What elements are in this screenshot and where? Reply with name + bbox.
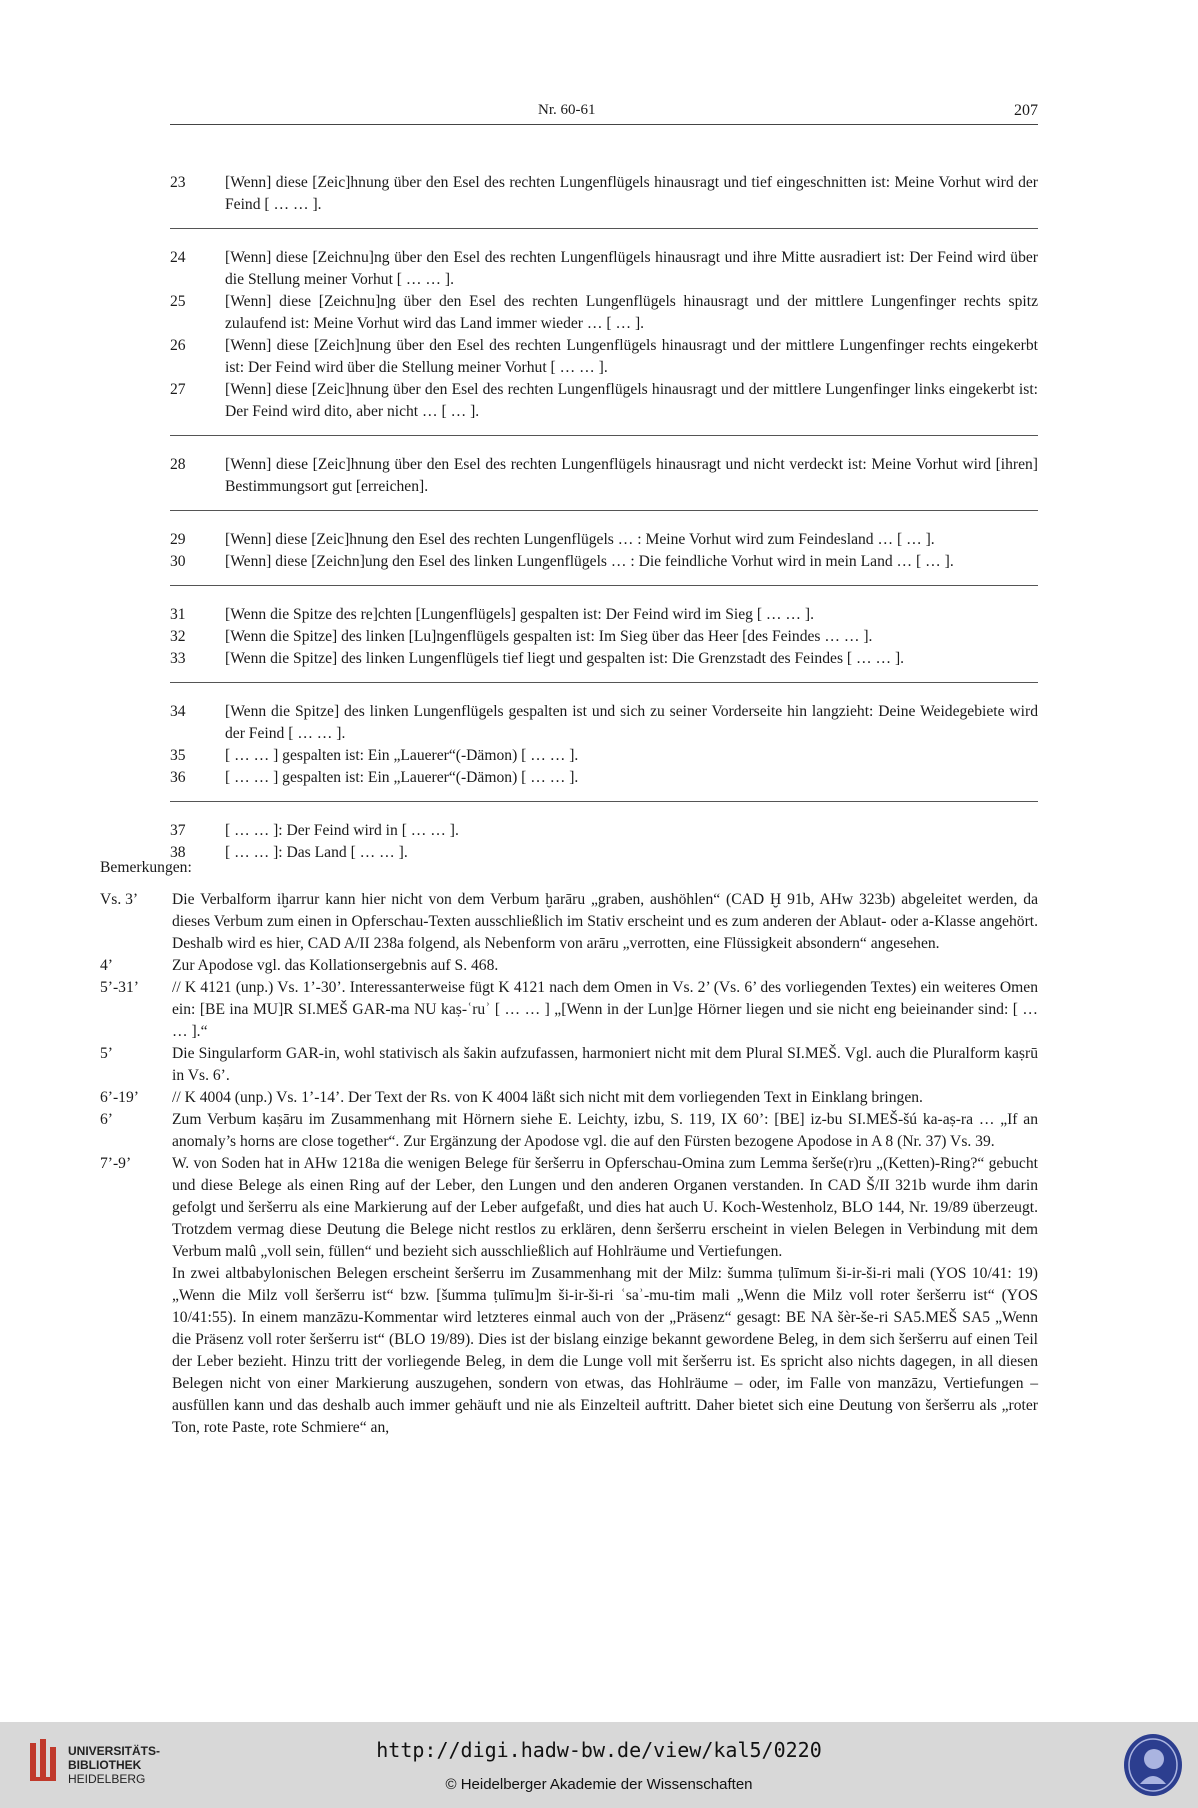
line-group (170, 701, 1038, 802)
line-text: [Wenn] diese [Zeic]hnung über den Esel des rechten Lungenflügels hinausragt und nicht verdeckt ist: Meine Vorhut wird [ihren] Bestimmungsort gut [erreichen]. (225, 456, 1038, 495)
remark-reference: 5’-31’ (100, 979, 139, 996)
translation-line (170, 648, 1038, 670)
line-text: [ … … ]: Das Land [ … … ]. (225, 844, 408, 861)
remark-paragraph: Die Verbalform iḫarrur kann hier nicht von dem Verbum ḫarāru „graben, aushöhlen“ (CAD Ḫ 91b, AHw 323b) abgeleitet werden, da dieses Verbum zum einen in Opferschau-Texten ausschließlich im Stativ erscheint und es zum anderen der Ablaut- oder a-Klasse angehört. Deshalb wird es hier, CAD A/II 238a folgend, als Nebenform von arāru „verrotten, eine Flüssigkeit absondern“ angesehen. (172, 891, 1038, 952)
line-text: [Wenn] diese [Zeich]nung über den Esel des rechten Lungenflügels hinausragt und der mittlere Lungenfinger rechts eingekerbt ist: Der Feind wird über die Stellung meiner Vorhut [ … … ]. (225, 337, 1038, 376)
line-text: [ … … ]: Der Feind wird in [ … … ]. (225, 822, 459, 839)
remark-reference: 4’ (100, 957, 113, 974)
remark-item (100, 977, 1038, 1043)
remark-item (100, 1043, 1038, 1087)
line-number: 35 (170, 747, 186, 764)
remark-body (172, 1153, 1038, 1439)
translation-line (170, 604, 1038, 626)
remark-item (100, 1087, 1038, 1109)
section-label: Nr. 60-61 (538, 102, 596, 118)
line-number: 31 (170, 606, 186, 623)
line-text: [Wenn die Spitze des re]chten [Lungenflügels] gespalten ist: Der Feind wird im Sieg [ … … ]. (225, 606, 814, 623)
remark-reference: 7’-9’ (100, 1155, 132, 1172)
remark-body (172, 889, 1038, 955)
remark-reference: Vs. 3’ (100, 891, 139, 908)
academy-seal-icon (1122, 1732, 1184, 1798)
line-number: 26 (170, 337, 186, 354)
line-text: [Wenn] diese [Zeichn]ung den Esel des linken Lungenflügels … : Die feindliche Vorhut wird in mein Land … [ … ]. (225, 553, 954, 570)
translation-line (170, 820, 1038, 842)
translation-line (170, 626, 1038, 648)
remark-item (100, 889, 1038, 955)
line-text: [Wenn die Spitze] des linken [Lu]ngenflügels gespalten ist: Im Sieg über das Heer [des Feindes … … ]. (225, 628, 873, 645)
translation-line (170, 247, 1038, 291)
remark-body (172, 1087, 1038, 1109)
line-text: [ … … ] gespalten ist: Ein „Lauerer“(-Dämon) [ … … ]. (225, 747, 579, 764)
line-text: [Wenn] diese [Zeic]hnung über den Esel des rechten Lungenflügels hinausragt und tief eingeschnitten ist: Meine Vorhut wird der Feind [ … … ]. (225, 174, 1038, 213)
translation-line (170, 335, 1038, 379)
line-text: [ … … ] gespalten ist: Ein „Lauerer“(-Dämon) [ … … ]. (225, 769, 579, 786)
line-number: 24 (170, 249, 186, 266)
translation-line (170, 172, 1038, 216)
translation-line (170, 291, 1038, 335)
line-text: [Wenn die Spitze] des linken Lungenflügels tief liegt und gespalten ist: Die Grenzstadt des Feindes [ … … ]. (225, 650, 905, 667)
remarks-section (100, 857, 1038, 1439)
line-text: [Wenn] diese [Zeic]hnung den Esel des rechten Lungenflügels … : Meine Vorhut wird zum Feindesland … [ … ]. (225, 531, 935, 548)
running-header (170, 102, 1038, 125)
remarks-title: Bemerkungen: (100, 859, 192, 876)
remark-paragraph: Zum Verbum kaṣāru im Zusammenhang mit Hörnern siehe E. Leichty, izbu, S. 119, IX 60’: [BE] iz-bu SI.MEŠ-šú ka-aṣ-ra … „If an anomaly’s horns are close together“. Zur Ergänzung der Apodose vgl. die auf den Fürsten bezogene Apodose in A 8 (Nr. 37) Vs. 39. (172, 1111, 1038, 1150)
remark-paragraph: In zwei altbabylonischen Belegen erscheint šeršerru im Zusammenhang mit der Milz: šumma ṭulīmum ši-ir-ši-ri mali (YOS 10/41: 19) „Wenn die Milz voll šeršerru ist“ bzw. [šumma ṭulīmu]m ši-ir-ši-ri ʿsaʾ-mu-tim mali „Wenn die Milz voll roter šeršerru ist“ (YOS 10/41:55). In einem manzāzu-Kommentar wird letzteres einmal auch von der „Präsenz“ gesagt: BE NA šèr-še-ri SA5.MEŠ SA5 „Wenn die Präsenz voll roter šeršerru ist“ (BLO 19/89). Dies ist der bislang einzige bekannt gewordene Beleg, in dem sich šeršerru auf einen Teil der Leber bezieht. Hinzu tritt der vorliegende Beleg, in dem die Lunge voll mit šeršerru ist. Es spricht also nichts dagegen, in all diesen Belegen nicht von einer Markierung auszugehen, sondern von etwas, das Hohlräume – oder, im Falle von manzāzu, Vertiefungen – ausfüllen kann und das deshalb auch immer gehäuft und nie als Einzelteil auftritt. Daher bietet sich eine Deutung von šeršerru als „roter Ton, rote Paste, rote Schmiere“ an, (172, 1265, 1038, 1436)
line-number: 28 (170, 456, 186, 473)
translation-line (170, 529, 1038, 551)
line-group (170, 454, 1038, 511)
translation-line (170, 551, 1038, 573)
remark-paragraph: // K 4004 (unp.) Vs. 1’-14’. Der Text der Rs. von K 4004 läßt sich nicht mit dem vorliegenden Text in Einklang bringen. (172, 1089, 923, 1106)
line-number: 33 (170, 650, 186, 667)
line-group (170, 247, 1038, 436)
library-name-line-3: HEIDELBERG (68, 1772, 146, 1786)
line-number: 32 (170, 628, 186, 645)
line-text: [Wenn] diese [Zeichnu]ng über den Esel des rechten Lungenflügels hinausragt und ihre Mitte ausradiert ist: Der Feind wird über die Stellung meiner Vorhut [ … … ]. (225, 249, 1038, 288)
remark-body (172, 1109, 1038, 1153)
remark-item (100, 1109, 1038, 1153)
line-number: 37 (170, 822, 186, 839)
translation-block (170, 172, 1038, 894)
line-text: [Wenn] diese [Zeichnu]ng über den Esel des rechten Lungenflügels hinausragt und der mittlere Lungenfinger rechts spitz zulaufend ist: Meine Vorhut wird das Land immer wieder … [ … ]. (225, 293, 1038, 332)
line-number: 38 (170, 844, 186, 861)
remark-item (100, 955, 1038, 977)
page-number: 207 (1014, 102, 1038, 119)
remark-body (172, 955, 1038, 977)
line-text: [Wenn] diese [Zeic]hnung über den Esel des rechten Lungenflügels hinausragt und der mittlere Lungenfinger links eingekerbt ist: Der Feind wird dito, aber nicht … [ … ]. (225, 381, 1038, 420)
line-number: 29 (170, 531, 186, 548)
remark-paragraph: Zur Apodose vgl. das Kollationsergebnis auf S. 468. (172, 957, 499, 974)
line-text: [Wenn die Spitze] des linken Lungenflügels gespalten ist und sich zu seiner Vorderseite hin langzieht: Deine Weidegebiete wird der Feind [ … … ]. (225, 703, 1038, 742)
remarks-list (100, 889, 1038, 1439)
remark-body (172, 1043, 1038, 1087)
line-number: 25 (170, 293, 186, 310)
translation-line (170, 379, 1038, 423)
remark-item (100, 1153, 1038, 1439)
line-number: 36 (170, 769, 186, 786)
line-number: 34 (170, 703, 186, 720)
library-name-line-2: BIBLIOTHEK (68, 1758, 142, 1772)
footer-bar (0, 1722, 1198, 1808)
remark-paragraph: W. von Soden hat in AHw 1218a die wenigen Belege für šeršerru in Opferschau-Omina zum Lemma šerše(r)ru „(Ketten)-Ring?“ gebucht und diese Belege als einen Ring auf der Leber, den Lungen und den anderen Organen verstanden. In CAD Š/II 321b wurde ihm darin gefolgt und šeršerru als eine Markierung auf der Leber aufgefaßt, und dies hat auch U. Koch-Westenholz, BLO 144, Nr. 19/89 überzeugt. Trotzdem vermag diese Deutung die Belege nicht restlos zu erklären, denn šeršerru erscheint in vielen Belegen in Verbindung mit dem Verbum malû „voll sein, füllen“ und bezieht sich ausschließlich auf Hohlräume und Vertiefungen. (172, 1155, 1038, 1260)
remark-reference: 6’ (100, 1111, 113, 1128)
remark-paragraph: // K 4121 (unp.) Vs. 1’-30’. Interessanterweise fügt K 4121 nach dem Omen in Vs. 2’ (Vs. 6’ des vorliegenden Textes) ein weiteres Omen ein: [BE ina MU]R SI.MEŠ GAR-ma NU kaṣ-ʿruʾ [ … … ] „[Wenn in der Lun]ge Hörner liegen und sie nicht eng beieinander sind: [ … … ].“ (172, 979, 1038, 1040)
line-group (170, 172, 1038, 229)
remark-body (172, 977, 1038, 1043)
translation-line (170, 745, 1038, 767)
remark-reference: 6’-19’ (100, 1089, 139, 1106)
translation-line (170, 701, 1038, 745)
translation-line (170, 767, 1038, 789)
line-number: 30 (170, 553, 186, 570)
line-group (170, 604, 1038, 683)
line-group (170, 529, 1038, 586)
remark-reference: 5’ (100, 1045, 113, 1062)
library-name-line-1: UNIVERSITÄTS- (68, 1744, 161, 1758)
line-number: 23 (170, 174, 186, 191)
translation-line (170, 454, 1038, 498)
remark-paragraph: Die Singularform GAR-in, wohl stativisch als šakin aufzufassen, harmoniert nicht mit dem Plural SI.MEŠ. Vgl. auch die Pluralform kaṣrū in Vs. 6’. (172, 1045, 1038, 1084)
line-number: 27 (170, 381, 186, 398)
copyright-notice: © Heidelberger Akademie der Wissenschaften (445, 1776, 753, 1793)
source-url-link[interactable]: http://digi.hadw-bw.de/view/kal5/0220 (376, 1738, 822, 1762)
